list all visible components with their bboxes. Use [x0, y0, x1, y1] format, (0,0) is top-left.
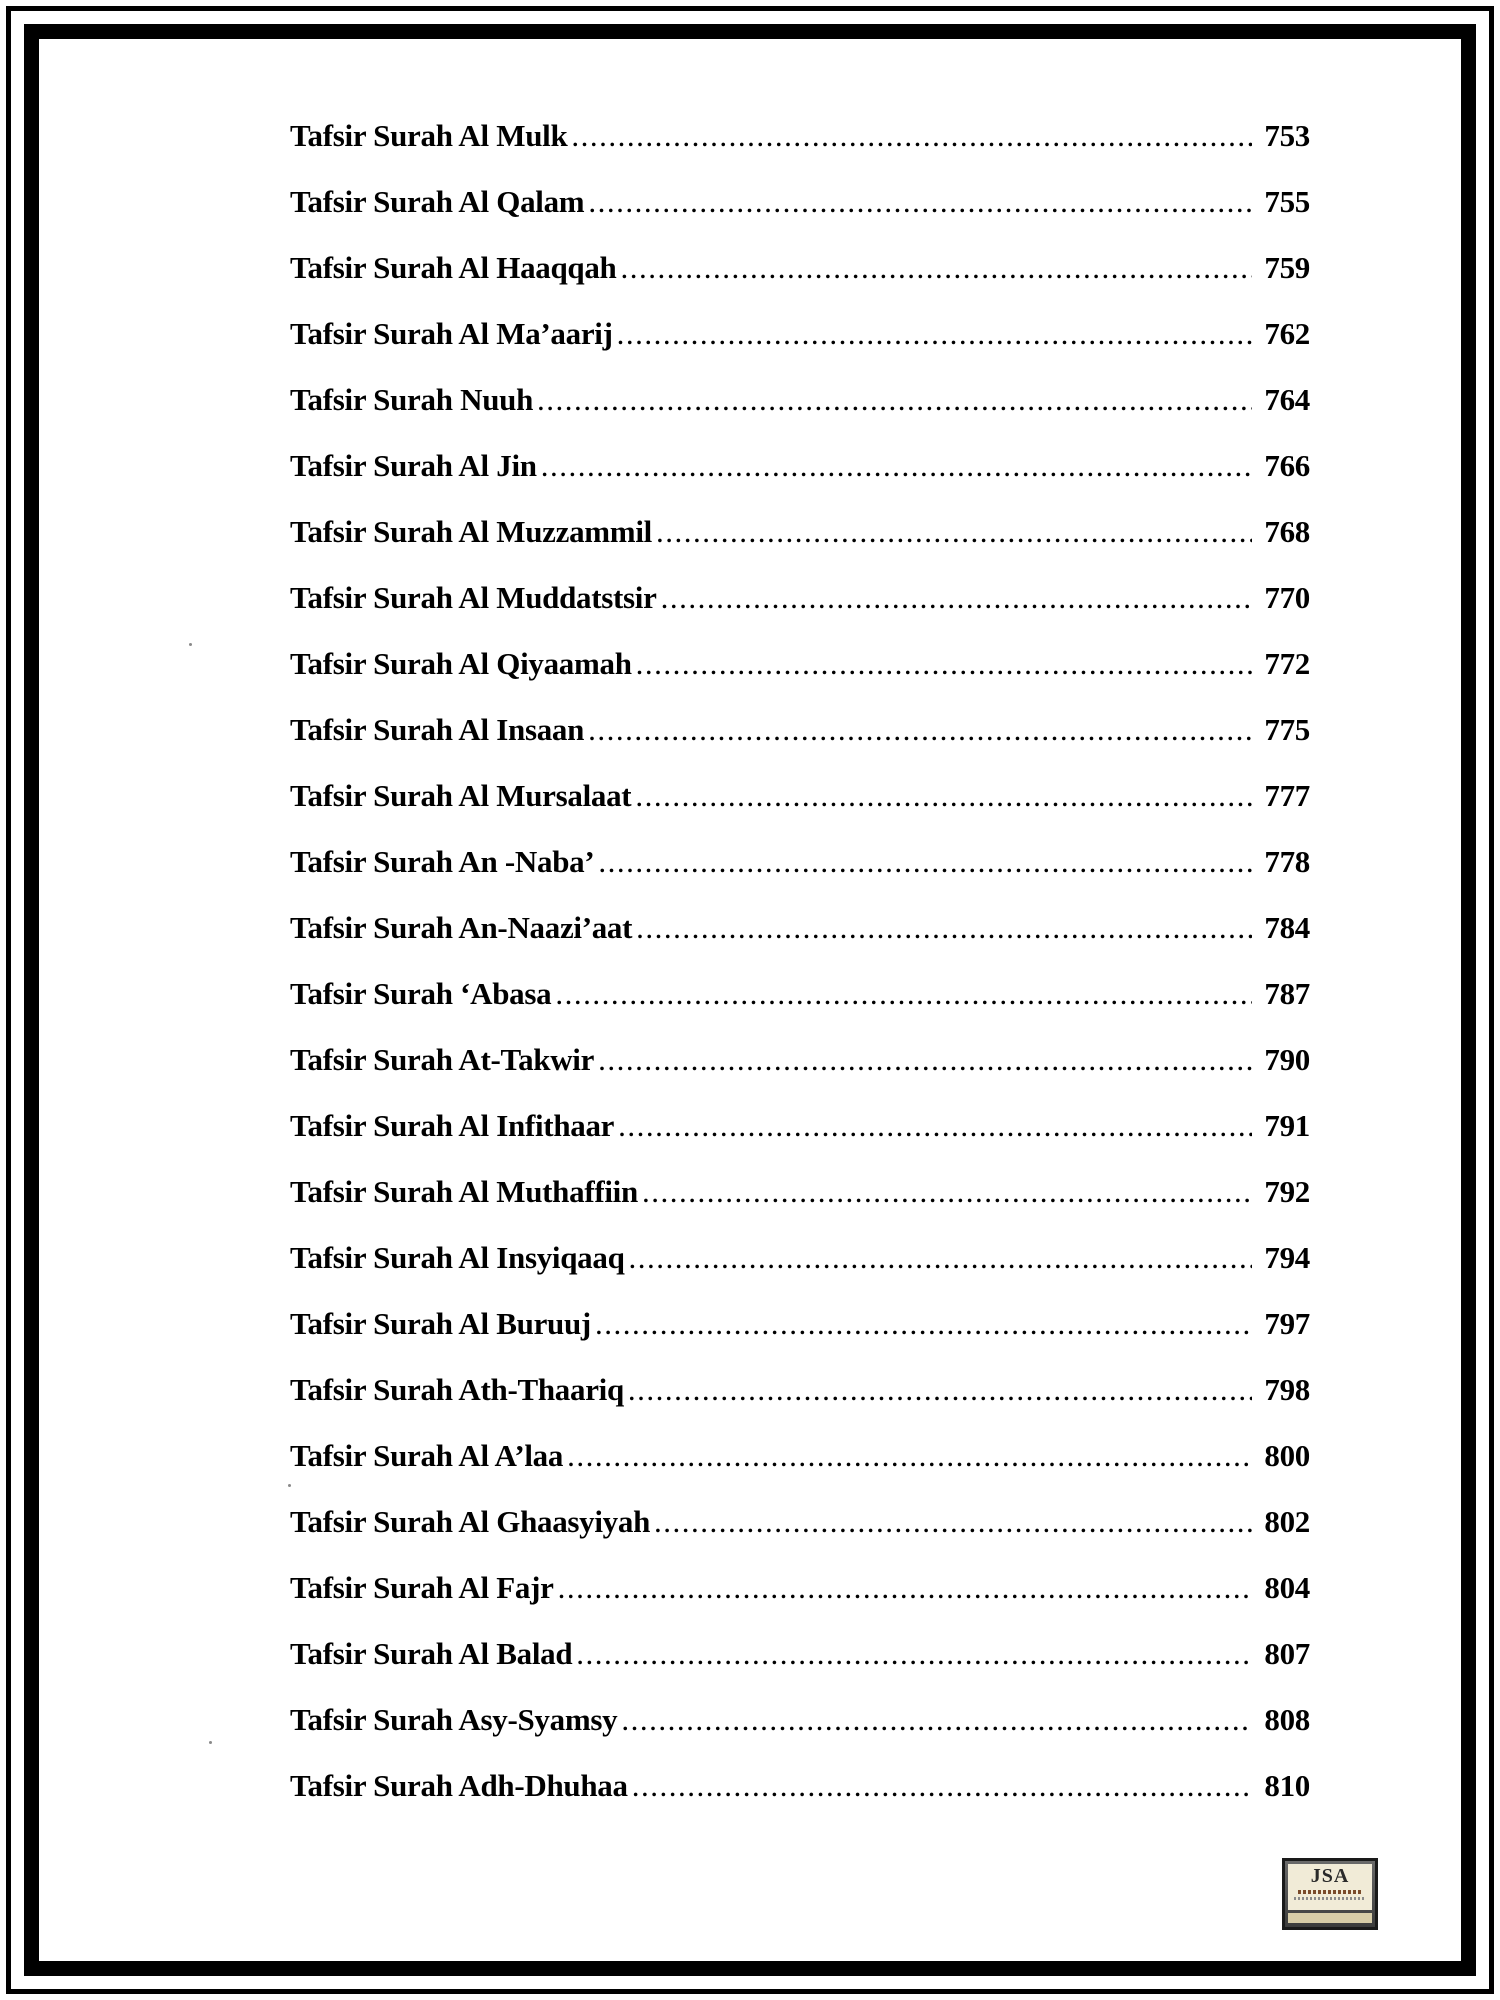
toc-entry-page-number: 753: [1264, 118, 1310, 153]
toc-entry: [290, 448, 1310, 514]
toc-entry-page-number: 768: [1264, 514, 1310, 549]
toc-entry: [290, 646, 1310, 712]
toc-entry-title: Tafsir Surah Al Haaqqah: [290, 250, 617, 285]
toc-entry-title: Tafsir Surah Al Qiyaamah: [290, 646, 632, 681]
toc-entry-page-number: 802: [1264, 1504, 1310, 1539]
toc-entry-title: Tafsir Surah Al Infithaar: [290, 1108, 615, 1143]
dot-leader: [635, 778, 1252, 814]
toc-entry-title: Tafsir Surah ‘Abasa: [290, 976, 552, 1011]
dot-leader: [567, 1438, 1252, 1474]
toc-entry: [290, 1702, 1310, 1768]
toc-entry-page-number: 808: [1264, 1702, 1310, 1737]
toc-entry-page-number: 794: [1264, 1240, 1310, 1275]
toc-entry-page-number: 762: [1264, 316, 1310, 351]
toc-entry: [290, 1372, 1310, 1438]
toc-entry-title: Tafsir Surah Al Insaan: [290, 712, 585, 747]
toc-entry: [290, 1240, 1310, 1306]
toc-entry: [290, 778, 1310, 844]
toc-entry-title: Tafsir Surah Al Fajr: [290, 1570, 554, 1605]
scan-speck: [189, 643, 192, 646]
toc-entry-page-number: 778: [1264, 844, 1310, 879]
table-of-contents: [290, 118, 1310, 1834]
toc-entry-page-number: 791: [1264, 1108, 1310, 1143]
dot-leader: [656, 514, 1252, 550]
toc-entry-title: Tafsir Surah Al Mursalaat: [290, 778, 632, 813]
toc-entry-title: Tafsir Surah Al Ghaasyiyah: [290, 1504, 651, 1539]
toc-entry-page-number: 810: [1264, 1768, 1310, 1803]
toc-entry-page-number: 775: [1264, 712, 1310, 747]
dot-leader: [632, 1768, 1252, 1804]
toc-entry-page-number: 772: [1264, 646, 1310, 681]
toc-entry-page-number: 800: [1264, 1438, 1310, 1473]
dot-leader: [588, 712, 1252, 748]
toc-entry-page-number: 807: [1264, 1636, 1310, 1671]
toc-entry: [290, 250, 1310, 316]
toc-entry: [290, 712, 1310, 778]
toc-entry-page-number: 797: [1264, 1306, 1310, 1341]
toc-entry-title: Tafsir Surah An -Naba’: [290, 844, 595, 879]
toc-entry-title: Tafsir Surah An-Naazi’aat: [290, 910, 633, 945]
toc-entry: [290, 1570, 1310, 1636]
toc-entry-page-number: 766: [1264, 448, 1310, 483]
toc-entry-page-number: 787: [1264, 976, 1310, 1011]
toc-entry: [290, 514, 1310, 580]
dot-leader: [558, 1570, 1252, 1606]
logo-text: JSA: [1310, 1865, 1350, 1887]
toc-entry: [290, 1438, 1310, 1504]
toc-entry-title: Tafsir Surah Adh-Dhuhaa: [290, 1768, 628, 1803]
toc-entry-title: Tafsir Surah Al Balad: [290, 1636, 573, 1671]
dot-leader: [636, 646, 1252, 682]
dot-leader: [598, 844, 1252, 880]
toc-entry-title: Tafsir Surah Al Buruuj: [290, 1306, 591, 1341]
toc-entry: [290, 1174, 1310, 1240]
dot-leader: [555, 976, 1252, 1012]
dot-leader: [661, 580, 1252, 616]
dot-leader: [588, 184, 1252, 220]
toc-entry: [290, 1504, 1310, 1570]
dot-leader: [628, 1372, 1252, 1408]
toc-entry-title: Tafsir Surah Al A’laa: [290, 1438, 564, 1473]
toc-entry: [290, 1768, 1310, 1834]
toc-entry: [290, 580, 1310, 646]
toc-entry: [290, 382, 1310, 448]
dot-leader: [621, 1702, 1252, 1738]
toc-entry-title: Tafsir Surah At-Takwir: [290, 1042, 595, 1077]
toc-entry-title: Tafsir Surah Al Qalam: [290, 184, 585, 219]
toc-entry-title: Tafsir Surah Al Muzzammil: [290, 514, 652, 549]
toc-entry: [290, 910, 1310, 976]
toc-entry-title: Tafsir Surah Ath-Thaariq: [290, 1372, 624, 1407]
toc-entry-page-number: 784: [1264, 910, 1310, 945]
dot-leader: [598, 1042, 1252, 1078]
toc-entry-page-number: 804: [1264, 1570, 1310, 1605]
toc-entry-title: Tafsir Surah Al Jin: [290, 448, 537, 483]
toc-entry-title: Tafsir Surah Al Mulk: [290, 118, 568, 153]
toc-entry: [290, 118, 1310, 184]
toc-entry-page-number: 770: [1264, 580, 1310, 615]
dot-leader: [642, 1174, 1252, 1210]
toc-entry: [290, 316, 1310, 382]
toc-entry: [290, 1042, 1310, 1108]
toc-entry: [290, 844, 1310, 910]
dot-leader: [629, 1240, 1252, 1276]
dot-leader: [571, 118, 1252, 154]
dot-leader: [595, 1306, 1252, 1342]
dot-leader: [541, 448, 1252, 484]
toc-entry-title: Tafsir Surah Al Insyiqaaq: [290, 1240, 625, 1275]
dot-leader: [537, 382, 1252, 418]
dot-leader: [636, 910, 1252, 946]
toc-entry-page-number: 755: [1264, 184, 1310, 219]
dot-leader: [576, 1636, 1252, 1672]
toc-entry-title: Tafsir Surah Al Muthaffiin: [290, 1174, 638, 1209]
toc-entry-page-number: 777: [1264, 778, 1310, 813]
dot-leader: [618, 1108, 1252, 1144]
toc-entry-page-number: 798: [1264, 1372, 1310, 1407]
toc-entry: [290, 1108, 1310, 1174]
toc-entry: [290, 1636, 1310, 1702]
toc-entry-title: Tafsir Surah Asy-Syamsy: [290, 1702, 618, 1737]
toc-entry-page-number: 790: [1264, 1042, 1310, 1077]
toc-entry-page-number: 792: [1264, 1174, 1310, 1209]
toc-entry-page-number: 764: [1264, 382, 1310, 417]
toc-entry-title: Tafsir Surah Al Muddatstsir: [290, 580, 657, 615]
toc-entry-title: Tafsir Surah Al Ma’aarij: [290, 316, 613, 351]
scan-speck: [209, 1741, 212, 1744]
toc-entry-page-number: 759: [1264, 250, 1310, 285]
toc-entry: [290, 1306, 1310, 1372]
jsa-logo-icon: [1282, 1858, 1378, 1930]
dot-leader: [617, 316, 1252, 352]
dot-leader: [654, 1504, 1252, 1540]
toc-entry: [290, 184, 1310, 250]
dot-leader: [621, 250, 1253, 286]
toc-entry: [290, 976, 1310, 1042]
toc-entry-title: Tafsir Surah Nuuh: [290, 382, 534, 417]
